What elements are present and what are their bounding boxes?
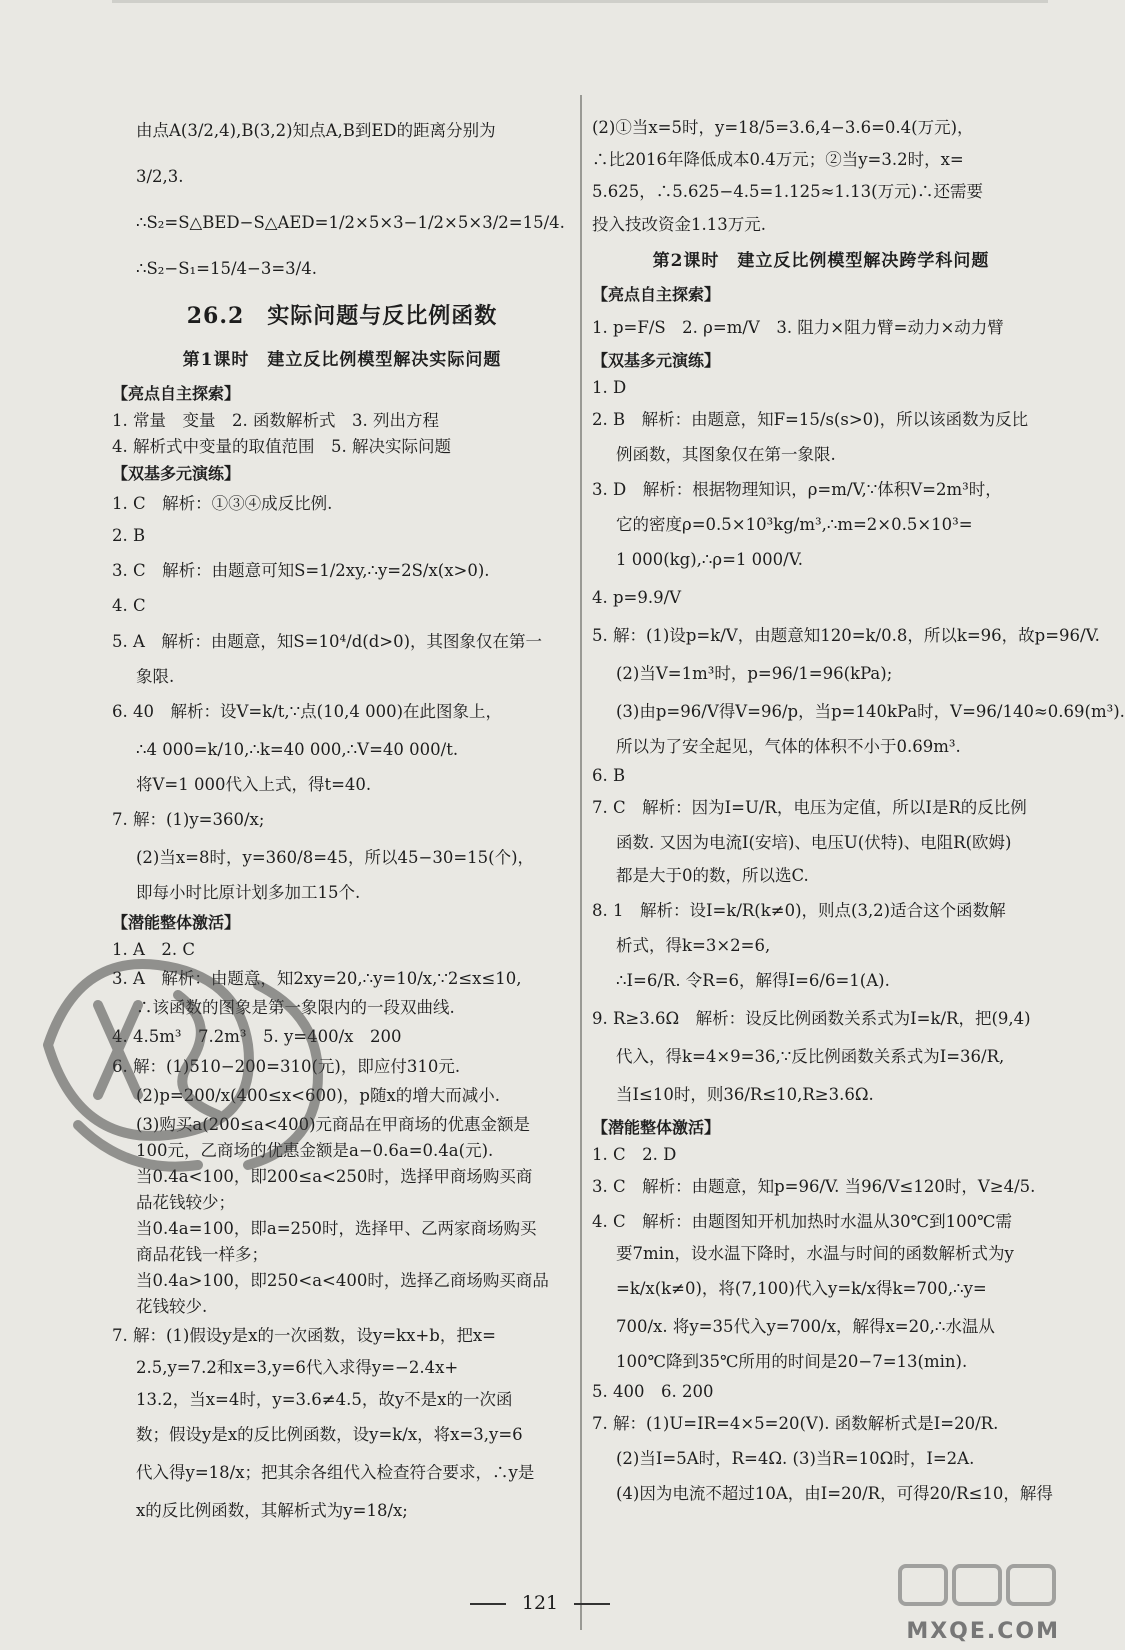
- text-line: ∴I=6/R. 令R=6，解得I=6/6=1(A).: [616, 971, 890, 991]
- text-line: 7. 解：(1)假设y是x的一次函数，设y=kx+b，把x=: [112, 1325, 496, 1345]
- text-line: 6. B: [592, 766, 626, 786]
- text-line: 6. 40 解析：设V=k/t,∵点(10,4 000)在此图象上，: [112, 701, 503, 721]
- footer-dash-left: [470, 1603, 506, 1605]
- text-line: (3)由p=96/V得V=96/p，当p=140kPa时，V=96/140≈0.69(m³).: [616, 702, 1125, 722]
- text-line: 代入得y=18/x；把其余各组代入检查符合要求，∴y是: [136, 1463, 535, 1483]
- footer-dash-right: [574, 1603, 610, 1605]
- text-line: 13.2，当x=4时，y=3.6≠4.5，故y不是x的一次函: [136, 1390, 513, 1410]
- text-line: 当0.4a<100，即200≤a<250时，选择甲商场购买商: [136, 1166, 533, 1186]
- lesson-title: 第2课时 建立反比例模型解决跨学科问题: [652, 250, 990, 271]
- text-line: 1. p=F/S 2. ρ=m/V 3. 阻力×阻力臂=动力×动力臂: [592, 317, 1004, 337]
- text-line: ∴比2016年降低成本0.4万元；②当y=3.2时，x=: [592, 150, 964, 170]
- right-column: [592, 112, 1125, 1513]
- text-line: 100元，乙商场的优惠金额是a−0.6a=0.4a(元).: [136, 1140, 494, 1160]
- text-line: 例函数，其图象仅在第一象限.: [616, 444, 836, 464]
- text-line: (4)因为电流不超过10A，由I=20/R，可得20/R≤10，解得: [616, 1483, 1053, 1503]
- text-line: 都是大于0的数，所以选C.: [616, 865, 809, 885]
- text-line: =k/x(k≠0)，将(7,100)代入y=k/x得k=700,∴y=: [616, 1279, 987, 1299]
- section-title: 26.2 实际问题与反比例函数: [186, 303, 498, 329]
- text-line: 将V=1 000代入上式，得t=40.: [136, 774, 372, 794]
- text-line: 象限.: [136, 666, 175, 686]
- text-line: ∴S₂−S₁=15/4−3=3/4.: [136, 259, 317, 278]
- text-line: 2. B 解析：由题意，知F=15/s(s>0)，所以该函数为反比: [592, 409, 1029, 429]
- text-line: (2)p=200/x(400≤x<600)，p随x的增大而减小.: [136, 1085, 501, 1105]
- text-line: 5. A 解析：由题意，知S=10⁴/d(d>0)，其图象仅在第一: [112, 631, 543, 651]
- text-line: 4. 4.5m³ 7.2m³ 5. y=400/x 200: [112, 1027, 402, 1047]
- text-line: (2)当V=1m³时，p=96/1=96(kPa);: [616, 664, 893, 684]
- text-line: 3. C 解析：由题意，知p=96/V. 当96/V≤120时，V≥4/5.: [592, 1177, 1036, 1197]
- text-line: 100℃降到35℃所用的时间是20−7=13(min).: [616, 1352, 968, 1372]
- page-footer: [0, 1592, 1080, 1614]
- text-line: 所以为了安全起见，气体的体积不小于0.69m³.: [616, 737, 961, 757]
- text-line: 8. 1 解析：设I=k/R(k≠0)，则点(3,2)适合这个函数解: [592, 900, 1006, 920]
- text-line: 5. 解：(1)设p=k/V，由题意知120=k/0.8，所以k=96，故p=96/V.: [592, 626, 1100, 646]
- section-tag: 【亮点自主探索】: [592, 284, 721, 304]
- text-line: 3. D 解析：根据物理知识，ρ=m/V,∵体积V=2m³时，: [592, 480, 1002, 500]
- text-line: 2. B: [112, 526, 146, 546]
- text-line: 品花钱较少；: [136, 1192, 235, 1212]
- text-line: 1 000(kg),∴ρ=1 000/V.: [616, 550, 804, 570]
- text-line: 3/2,3.: [136, 167, 184, 186]
- text-line: 5.625，∴5.625−4.5=1.125≈1.13(万元)∴还需要: [592, 182, 984, 202]
- text-line: 投入技改资金1.13万元.: [592, 214, 766, 234]
- section-tag: 【潜能整体激活】: [112, 913, 241, 933]
- text-line: (2)当x=8时，y=360/8=45，所以45−30=15(个)，: [136, 848, 535, 868]
- text-line: 当I≤10时，则36/R≤10,R≥3.6Ω.: [616, 1085, 874, 1105]
- text-line: 5. 400 6. 200: [592, 1381, 714, 1401]
- section-tag: 【双基多元演练】: [592, 350, 721, 370]
- text-line: 4. p=9.9/V: [592, 588, 682, 608]
- text-line: 4. C: [112, 596, 146, 616]
- section-tag: 【双基多元演练】: [112, 464, 241, 483]
- text-line: ∴该函数的图象是第一象限内的一段双曲线.: [136, 998, 455, 1018]
- text-line: 商品花钱一样多；: [136, 1244, 268, 1264]
- text-line: x的反比例函数，其解析式为y=18/x;: [136, 1501, 408, 1521]
- text-line: ∴4 000=k/10,∴k=40 000,∴V=40 000/t.: [136, 739, 459, 759]
- text-line: 1. D: [592, 377, 627, 397]
- section-tag: 【亮点自主探索】: [112, 384, 241, 403]
- text-line: 1. C 解析：①③④成反比例.: [112, 494, 333, 513]
- top-border: [112, 0, 1048, 3]
- text-line: 当0.4a>100，即250<a<400时，选择乙商场购买商品: [136, 1270, 549, 1290]
- column-divider: [580, 95, 582, 1630]
- text-line: 4. C 解析：由题图知开机加热时水温从30℃到100℃需: [592, 1212, 1013, 1232]
- text-line: 函数. 又因为电流I(安培)、电压U(伏特)、电阻R(欧姆): [616, 833, 1012, 853]
- text-line: 代入，得k=4×9=36,∵反比例函数关系式为I=36/R,: [616, 1047, 1005, 1067]
- text-line: (3)购买a(200≤a<400)元商品在甲商场的优惠金额是: [136, 1114, 531, 1134]
- page-number: 121: [521, 1592, 559, 1614]
- text-line: 由点A(3/2,4),B(3,2)知点A,B到ED的距离分别为: [136, 121, 496, 140]
- text-line: 它的密度ρ=0.5×10³kg/m³,∴m=2×0.5×10³=: [616, 515, 973, 535]
- text-line: (2)当I=5A时，R=4Ω. (3)当R=10Ω时，I=2A.: [616, 1448, 975, 1468]
- text-line: 700/x. 将y=35代入y=700/x，解得x=20,∴水温从: [616, 1317, 995, 1337]
- text-line: 6. 解：(1)510−200=310(元)，即应付310元.: [112, 1056, 461, 1076]
- text-line: 当0.4a=100，即a=250时，选择甲、乙两家商场购买: [136, 1218, 537, 1238]
- text-line: 7. 解：(1)U=IR=4×5=20(V). 函数解析式是I=20/R.: [592, 1413, 999, 1433]
- left-column: [112, 108, 572, 1530]
- text-line: 花钱较少.: [136, 1296, 208, 1316]
- section-tag: 【潜能整体激活】: [592, 1118, 721, 1138]
- text-line: 1. 常量 变量 2. 函数解析式 3. 列出方程: [112, 411, 439, 430]
- text-line: 即每小时比原计划多加工15个.: [136, 883, 361, 903]
- text-line: 7. C 解析：因为I=U/R，电压为定值，所以I是R的反比例: [592, 798, 1027, 818]
- text-line: (2)①当x=5时，y=18/5=3.6,4−3.6=0.4(万元)，: [592, 118, 974, 137]
- text-line: 7. 解：(1)y=360/x;: [112, 810, 265, 830]
- text-line: 1. C 2. D: [592, 1145, 677, 1165]
- seal-stamp: [18, 895, 358, 1195]
- watermark-text: MXQE.COM: [906, 1619, 1060, 1644]
- text-line: 析式，得k=3×2=6,: [616, 935, 771, 955]
- text-line: 4. 解析式中变量的取值范围 5. 解决实际问题: [112, 437, 451, 456]
- text-line: 2.5,y=7.2和x=3,y=6代入求得y=−2.4x+: [136, 1358, 459, 1378]
- text-line: ∴S₂=S△BED−S△AED=1/2×5×3−1/2×5×3/2=15/4.: [136, 213, 565, 232]
- text-line: 数；假设y是x的反比例函数，设y=k/x，将x=3,y=6: [136, 1425, 523, 1445]
- text-line: 1. A 2. C: [112, 940, 196, 960]
- text-line: 要7min，设水温下降时，水温与时间的函数解析式为y: [616, 1244, 1014, 1264]
- text-line: 9. R≥3.6Ω 解析：设反比例函数关系式为I=k/R，把(9,4): [592, 1009, 1031, 1029]
- text-line: 3. C 解析：由题意可知S=1/2xy,∴y=2S/x(x>0).: [112, 561, 490, 581]
- text-line: 3. A 解析：由题意，知2xy=20,∴y=10/x,∵2≤x≤10,: [112, 969, 522, 989]
- lesson-title: 第1课时 建立反比例模型解决实际问题: [182, 350, 502, 370]
